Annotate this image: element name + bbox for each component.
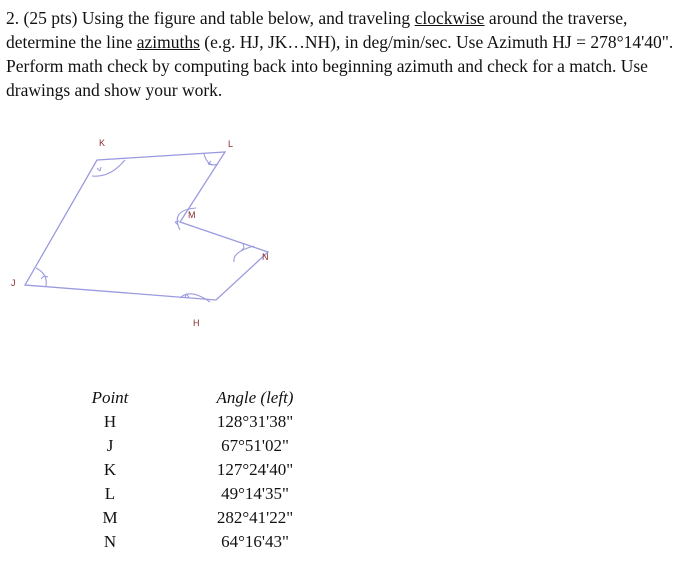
table-cell-angle: 49°14'35" [221, 484, 289, 503]
table-cell-point: H [103, 412, 117, 431]
arc-tick-J [41, 276, 48, 279]
problem-text-2: around the traverse, determine the line [6, 8, 628, 52]
vertex-label-N: N [262, 252, 269, 262]
table-cell-angle: 128°31'38" [216, 412, 294, 431]
traverse-figure [0, 130, 300, 340]
arc-tick-L [208, 161, 212, 165]
problem-statement [6, 6, 694, 102]
angle-arc-J [36, 268, 46, 286]
table-cell-angle: 282°41'22" [216, 508, 294, 527]
table-cell-point: L [104, 484, 116, 503]
vertex-label-K: K [99, 138, 106, 148]
angle-arc-L [204, 154, 218, 165]
problem-underline-clockwise: clockwise [414, 8, 485, 28]
table-header-point: Point [91, 388, 129, 407]
table-cell-angle: 67°51'02" [221, 436, 289, 455]
problem-underline-azimuths: azimuths [136, 32, 200, 52]
table-cell-point: M [102, 508, 118, 527]
table-column-point [70, 386, 150, 554]
vertex-label-H: H [193, 318, 200, 328]
table-column-angle [180, 386, 330, 554]
table-cell-angle: 64°16'43" [221, 532, 289, 551]
arc-tick-K [97, 167, 101, 171]
problem-text-3: (e.g. HJ, JK…NH), in deg/min/sec. Use Azimuth HJ = 278°14'40". Perform math check by computing back into beginning azimuth and check for a match. Use drawings and show your work. [6, 32, 674, 100]
vertex-label-L: L [228, 139, 234, 149]
traverse-polygon [25, 152, 268, 300]
problem-text-1: 2. (25 pts) Using the figure and table below, and traveling [6, 8, 415, 28]
table-header-angle: Angle (left) [216, 388, 294, 407]
table-cell-point: J [106, 436, 114, 455]
table-cell-angle: 127°24'40" [216, 460, 294, 479]
vertex-label-J: J [11, 278, 16, 288]
table-cell-point: K [103, 460, 117, 479]
table-cell-point: N [103, 532, 117, 551]
vertex-label-M: M [188, 210, 196, 220]
